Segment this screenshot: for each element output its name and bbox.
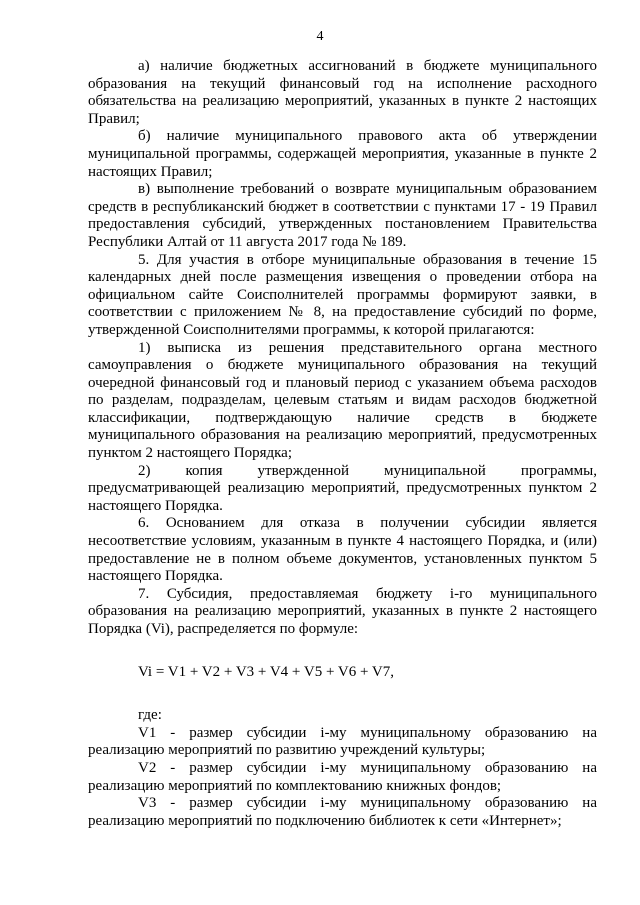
paragraph-5-item-1: 1) выписка из решения представительного органа местного самоуправления о бюджете муниципального образования на текущий очередной финансовый год и плановый период с указанием объема расходов по разделам, подразделам, целевым статьям и видам расходов бюджетной классификации, подтверждающую наличие средств в бюджете муниципального образования на реализацию мероприятий, предусмотренных пунктом 2 настоящего Порядка;: [88, 339, 597, 462]
paragraph-7: 7. Субсидия, предоставляемая бюджету i-го муниципального образования на реализацию мероприятий, указанных в пункте 2 настоящего Порядка (Vi), распределяется по формуле:: [88, 585, 597, 637]
distribution-formula: Vi = V1 + V2 + V3 + V4 + V5 + V6 + V7,: [138, 663, 394, 680]
definition-v1: V1 - размер субсидии i-му муниципальному образованию на реализацию мероприятий по развитию учреждений культуры;: [88, 724, 597, 759]
document-body: [88, 58, 597, 830]
definition-v3: V3 - размер субсидии i-му муниципальному образованию на реализацию мероприятий по подключению библиотек к сети «Интернет»;: [88, 795, 597, 829]
definition-v2: V2 - размер субсидии i-му муниципальному образованию на реализацию мероприятий по комплектованию книжных фондов;: [88, 759, 597, 794]
page-number: 4: [316, 29, 324, 44]
paragraph-a: а) наличие бюджетных ассигнований в бюджете муниципального образования на текущий финансовый год на исполнение расходного обязательства на реализацию мероприятий, указанных в пункте 2 настоящих Правил;: [88, 58, 597, 127]
paragraph-6: 6. Основанием для отказа в получении субсидии является несоответствие условиям, указанным в пункте 4 настоящего Порядка, и (или) предоставление не в полном объеме документов, установленных пунктом 5 настоящего Порядка.: [88, 515, 597, 585]
paragraph-v: в) выполнение требований о возврате муниципальным образованием средств в республиканский бюджет в соответствии с пунктами 17 - 19 Правил предоставления субсидий, утвержденных постановлением Правительства Республики Алтай от 11 августа 2017 года № 189.: [88, 181, 597, 250]
paragraph-5-item-2: 2) копия утвержденной муниципальной программы, предусматривающей реализацию мероприятий, предусмотренных пунктом 2 настоящего Порядка.: [88, 462, 597, 514]
paragraph-b: б) наличие муниципального правового акта об утверждении муниципальной программы, содержащей мероприятия, указанные в пункте 2 настоящих Правил;: [88, 128, 597, 180]
paragraph-5: 5. Для участия в отборе муниципальные образования в течение 15 календарных дней после размещения извещения о проведении отбора на официальном сайте Соисполнителей программы формируют заявки, в соответствии с приложением № 8, на предоставление субсидий по форме, утвержденной Соисполнителями программы, к которой прилагаются:: [88, 251, 597, 338]
where-label: где:: [138, 707, 162, 724]
